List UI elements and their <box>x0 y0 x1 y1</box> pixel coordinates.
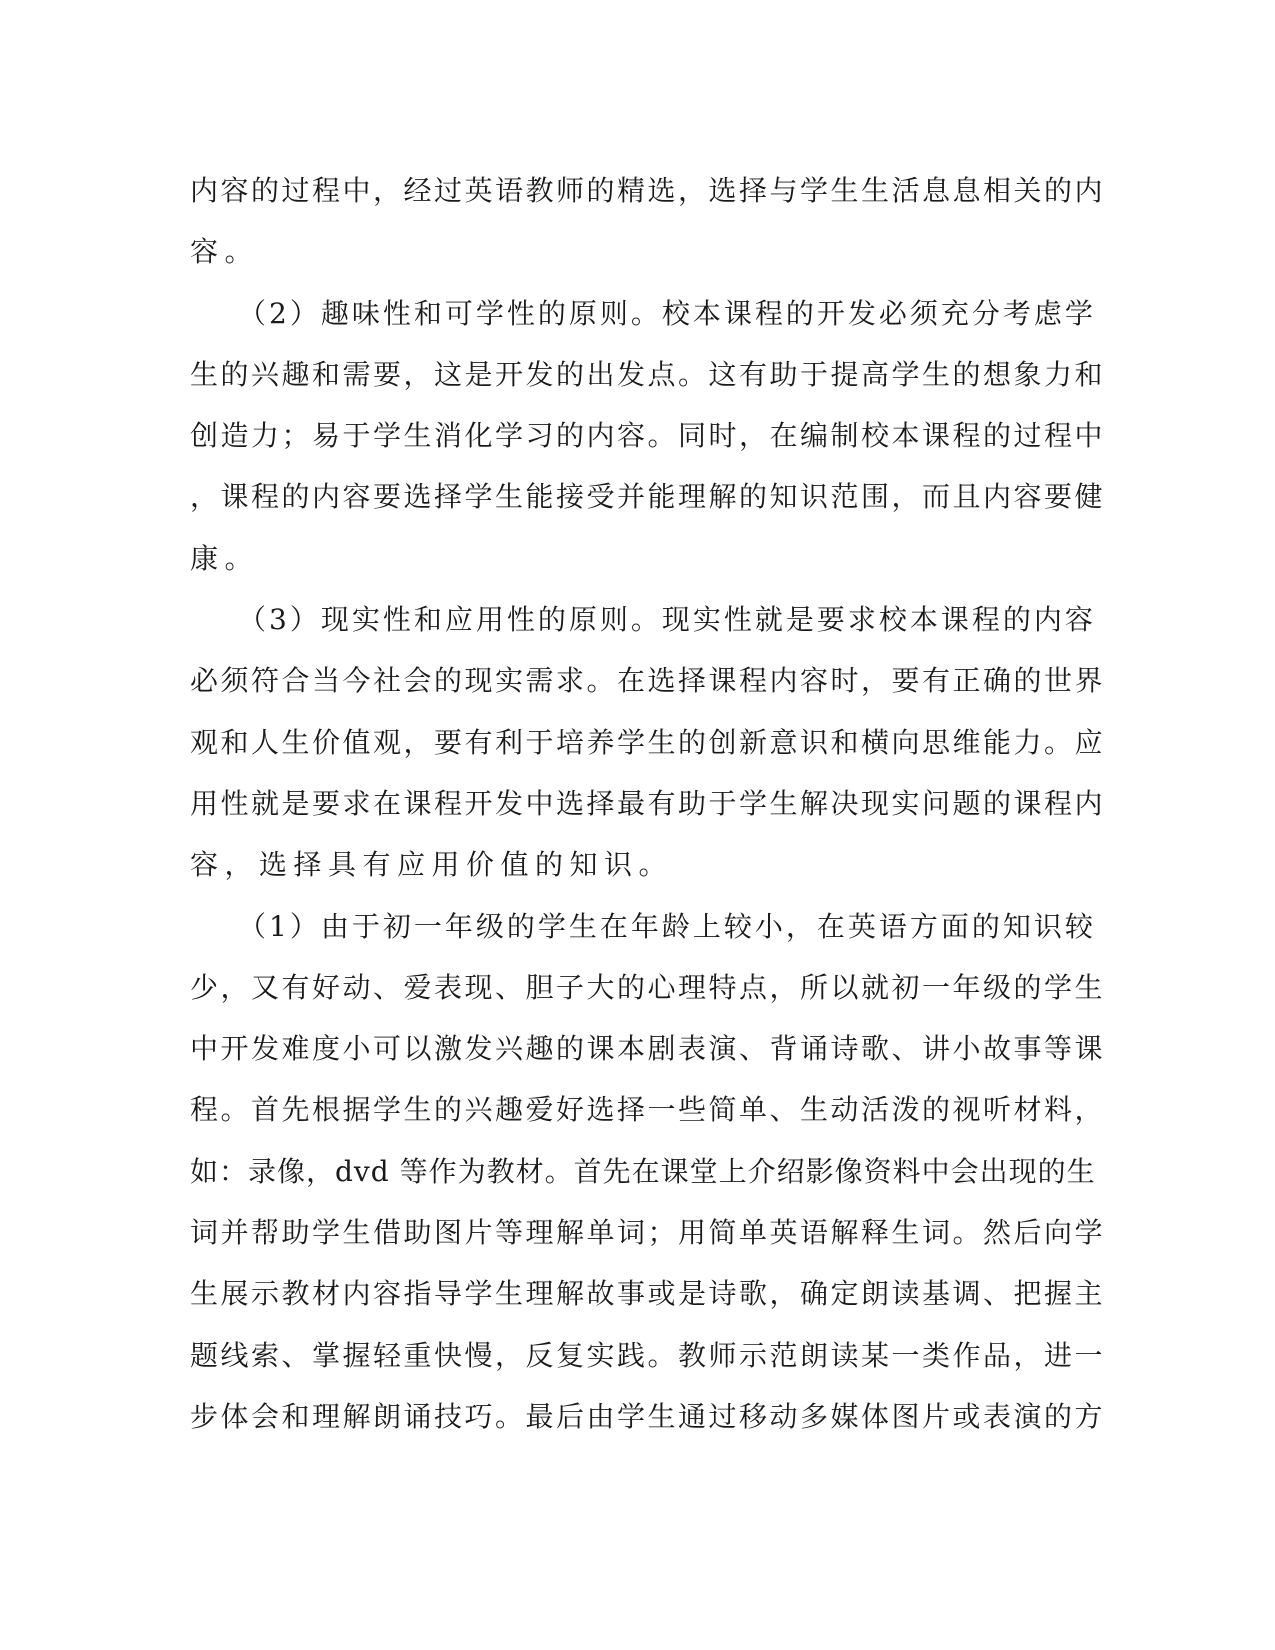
text-line: 题线索、掌握轻重快慢，反复实践。教师示范朗读某一类作品，进一 <box>190 1338 1106 1372</box>
text-line: 词并帮助学生借助图片等理解单词；用简单英语解释生词。然后向学 <box>190 1216 1106 1250</box>
text-line: 程。首先根据学生的兴趣爱好选择一些简单、生动活泼的视听材料， <box>190 1093 1106 1127</box>
text-line: 生展示教材内容指导学生理解故事或是诗歌，确定朗读基调、把握主 <box>190 1277 1106 1311</box>
text-line: 必须符合当今社会的现实需求。在选择课程内容时，要有正确的世界 <box>190 664 1106 698</box>
text-line: 创造力；易于学生消化学习的内容。同时，在编制校本课程的过程中 <box>190 419 1106 453</box>
text-line: 中开发难度小可以激发兴趣的课本剧表演、背诵诗歌、讲小故事等课 <box>190 1032 1106 1066</box>
body-text <box>190 160 1106 1447</box>
text-line: 康。 <box>190 541 260 575</box>
text-line: 容。 <box>190 235 260 269</box>
text-line: （2）趣味性和可学性的原则。校本课程的开发必须充分考虑学 <box>190 296 1096 330</box>
text-line: 容，选择具有应用价值的知识。 <box>190 848 674 882</box>
text-line: 用性就是要求在课程开发中选择最有助于学生解决现实问题的课程内 <box>190 786 1106 820</box>
text-line: （1）由于初一年级的学生在年龄上较小，在英语方面的知识较 <box>190 909 1096 943</box>
text-line: 生的兴趣和需要，这是开发的出发点。这有助于提高学生的想象力和 <box>190 357 1106 391</box>
text-line: 步体会和理解朗诵技巧。最后由学生通过移动多媒体图片或表演的方 <box>190 1399 1106 1433</box>
text-line: （3）现实性和应用性的原则。现实性就是要求校本课程的内容 <box>190 603 1096 637</box>
text-line: 观和人生价值观，要有利于培养学生的创新意识和横向思维能力。应 <box>190 725 1106 759</box>
text-line: 少，又有好动、爱表现、胆子大的心理特点，所以就初一年级的学生 <box>190 970 1106 1004</box>
text-line: 内容的过程中，经过英语教师的精选，选择与学生生活息息相关的内 <box>190 174 1106 207</box>
text-line: ，课程的内容要选择学生能接受并能理解的知识范围，而且内容要健 <box>190 480 1106 514</box>
text-line: 如：录像，dvd 等作为教材。首先在课堂上介绍影像资料中会出现的生 <box>190 1154 1096 1188</box>
